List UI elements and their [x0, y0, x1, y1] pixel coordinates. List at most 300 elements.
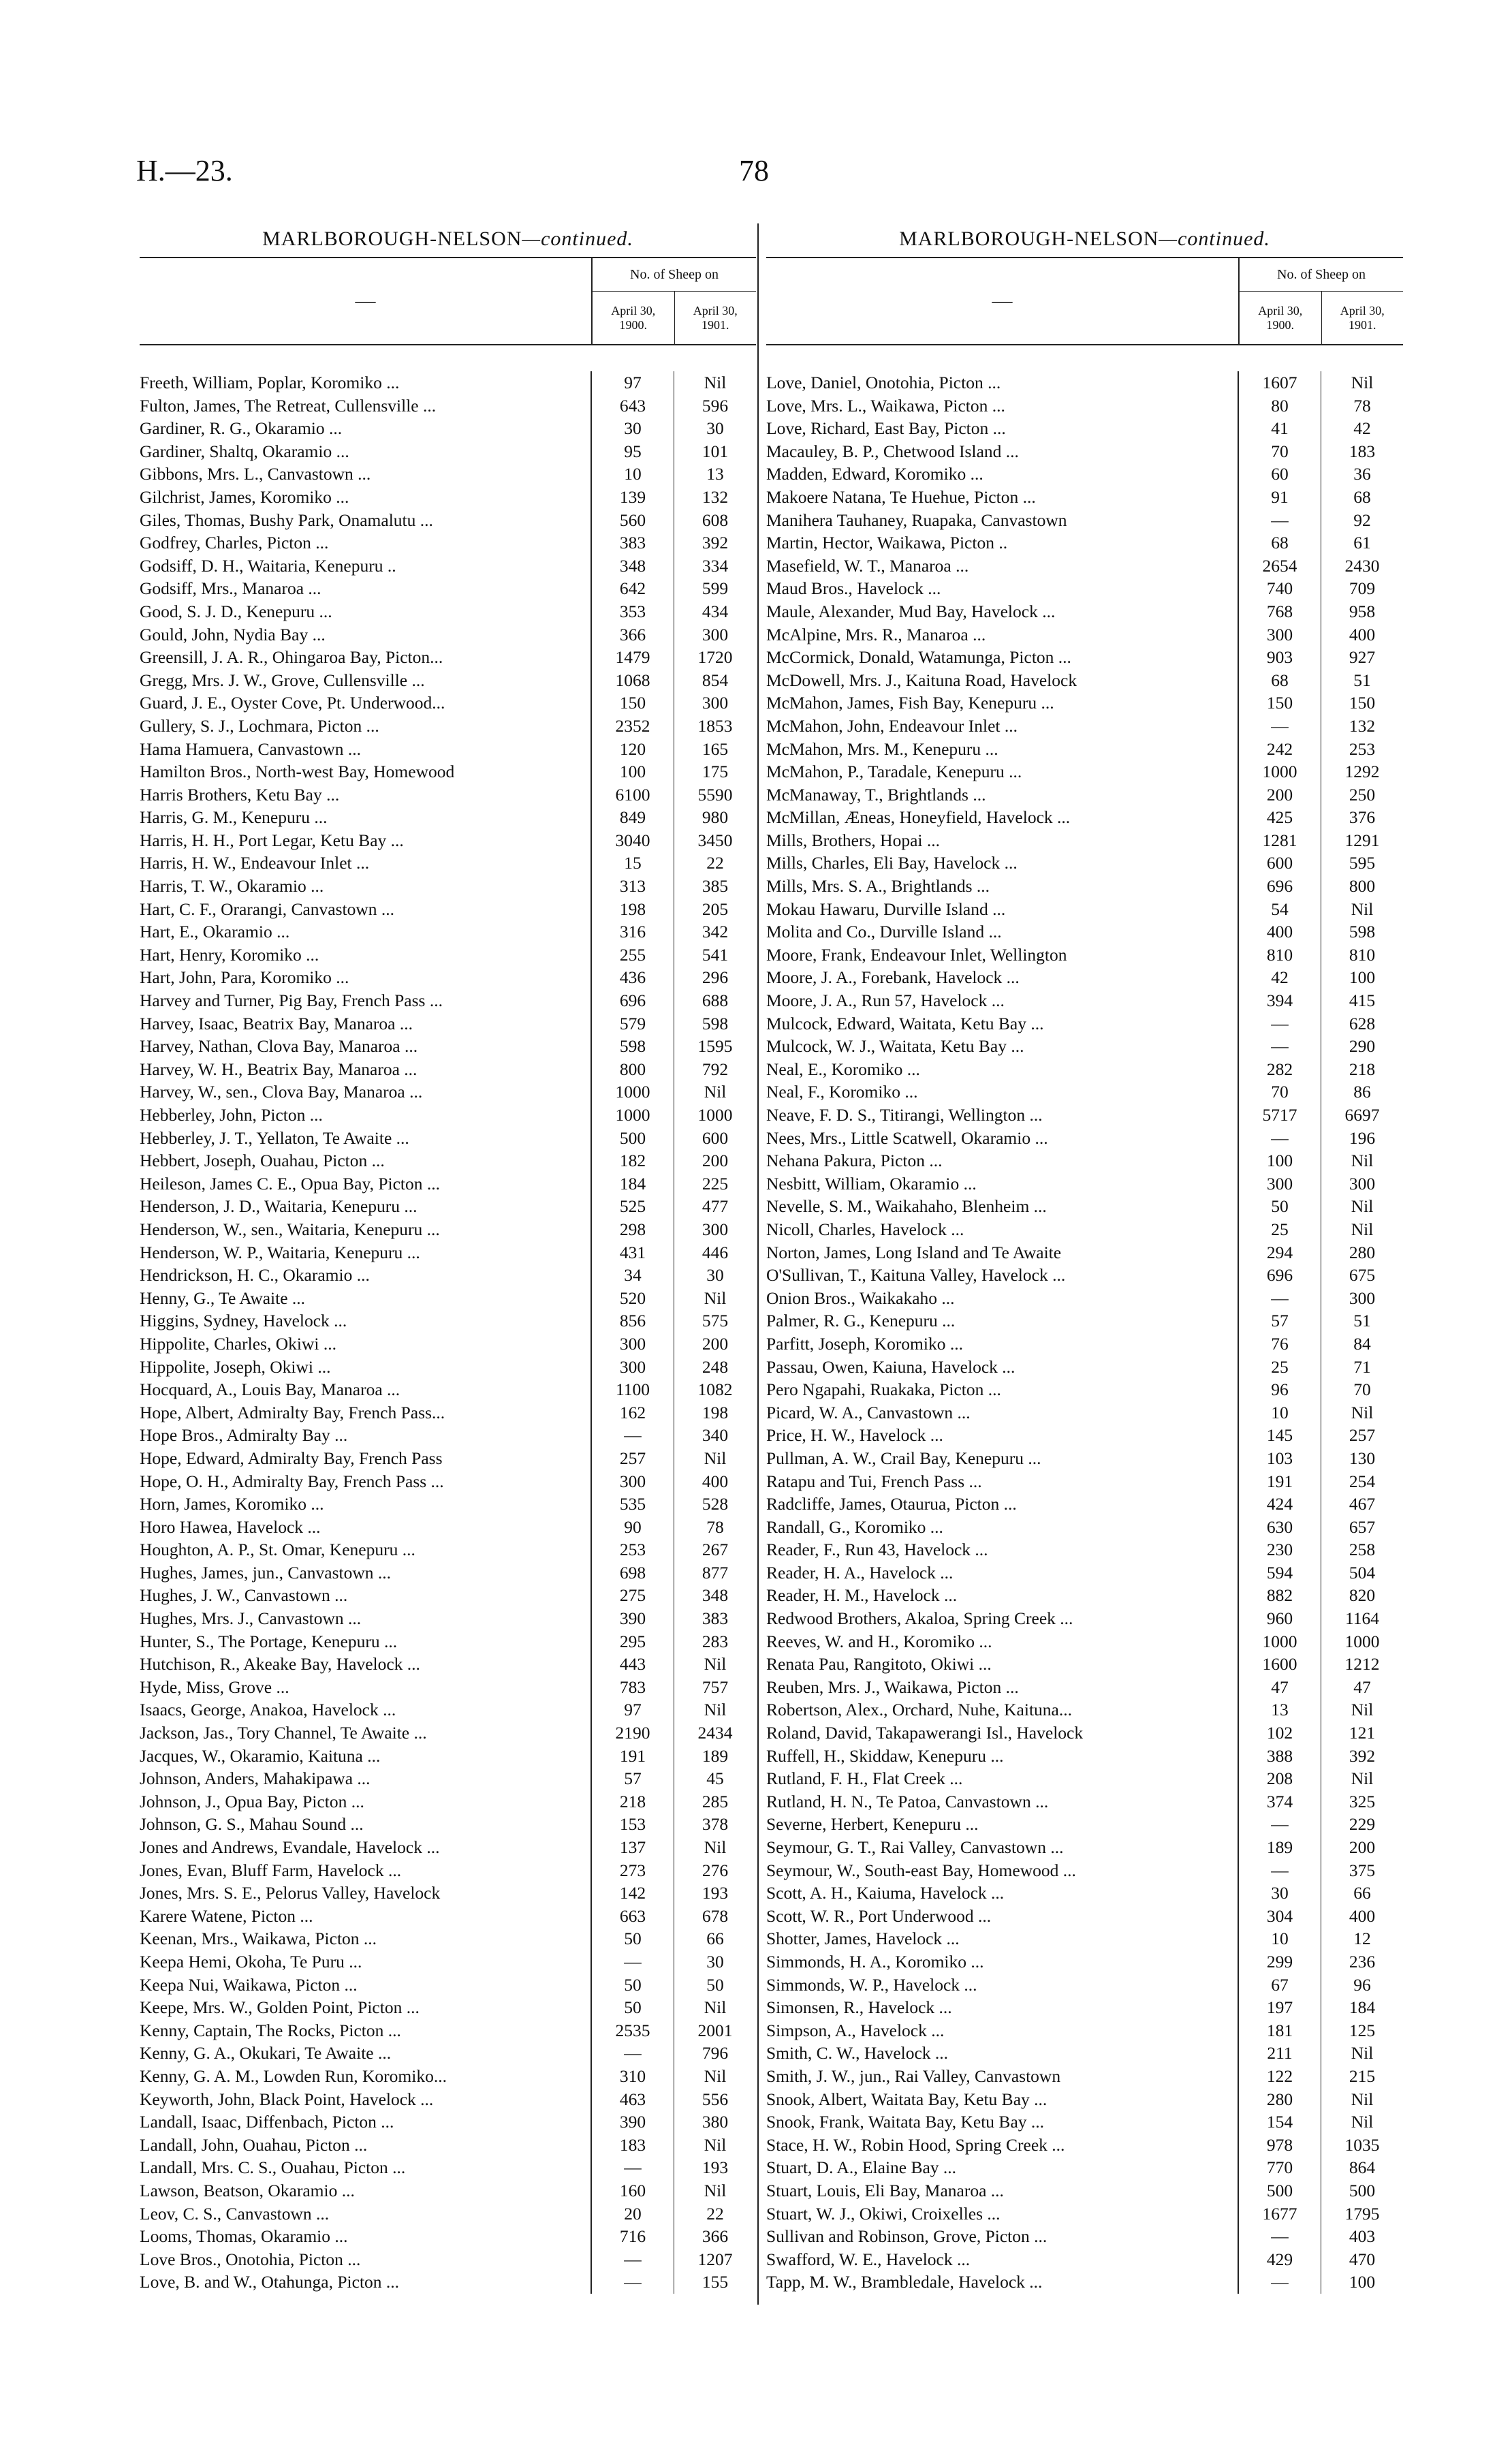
table-row — [140, 1493, 756, 1516]
sheep-1900-cell: 800 — [590, 1058, 674, 1081]
sheep-1901-cell: 296 — [674, 966, 756, 989]
section-title-text: MARLBOROUGH-NELSON — [899, 228, 1159, 250]
table-row — [140, 691, 756, 715]
sheep-1900-cell: 1479 — [590, 646, 674, 669]
sheep-1900-cell: 100 — [1238, 1149, 1321, 1172]
table-row — [140, 920, 756, 944]
sheep-1901-cell: 276 — [674, 1859, 756, 1882]
sheep-1901-cell: 796 — [674, 2042, 756, 2065]
header-year-1901: April 30, 1901. — [674, 292, 757, 344]
sheep-1900-cell: 696 — [1238, 1264, 1321, 1287]
sheep-1901-cell: 598 — [1321, 920, 1403, 944]
table-row — [140, 2088, 756, 2111]
table-row — [140, 1584, 756, 1607]
sheep-1900-cell: 181 — [1238, 2019, 1321, 2042]
table-row — [140, 1538, 756, 1561]
sheep-1900-cell: 280 — [1238, 2088, 1321, 2111]
sheep-1900-cell: 15 — [590, 852, 674, 875]
table-row — [766, 1927, 1403, 1950]
sheep-1900-cell: 20 — [590, 2202, 674, 2226]
sheep-1901-cell: Nil — [1321, 2110, 1403, 2134]
sheep-1901-cell: 184 — [1321, 1996, 1403, 2019]
table-row — [140, 1149, 756, 1172]
owner-name-cell: Henderson, W., sen., Waitaria, Kenepuru ... — [140, 1219, 440, 1239]
table-row — [766, 691, 1403, 715]
sheep-1901-cell: 200 — [674, 1149, 756, 1172]
owner-name-cell: Reader, H. M., Havelock ... — [766, 1585, 958, 1606]
sheep-1901-cell: Nil — [1321, 371, 1403, 394]
sheep-1901-cell: 477 — [674, 1195, 756, 1218]
sheep-1900-cell: 598 — [590, 1035, 674, 1058]
sheep-1901-cell: 1000 — [674, 1104, 756, 1127]
table-row — [766, 2271, 1403, 2294]
sheep-1900-cell: 1600 — [1238, 1653, 1321, 1676]
sheep-1901-cell: 280 — [1321, 1241, 1403, 1264]
sheep-1900-cell: 2535 — [590, 2019, 674, 2042]
sheep-1901-cell: 1291 — [1321, 829, 1403, 852]
sheep-1900-cell: 208 — [1238, 1767, 1321, 1790]
owner-name-cell: Reader, F., Run 43, Havelock ... — [766, 1540, 988, 1560]
table-row — [140, 875, 756, 898]
sheep-1900-cell: 696 — [590, 989, 674, 1012]
sheep-1901-cell: 125 — [1321, 2019, 1403, 2042]
sheep-1901-cell: 47 — [1321, 1676, 1403, 1699]
sheep-1901-cell: 257 — [1321, 1424, 1403, 1447]
table-row — [140, 1447, 756, 1470]
sheep-1901-cell: 198 — [674, 1401, 756, 1424]
sheep-1901-cell: 130 — [1321, 1447, 1403, 1470]
table-row — [766, 1035, 1403, 1058]
owner-name-cell: Leov, C. S., Canvastown ... — [140, 2203, 330, 2224]
sheep-1900-cell: 882 — [1238, 1584, 1321, 1607]
owner-name-cell: Tapp, M. W., Brambledale, Havelock ... — [766, 2272, 1043, 2292]
owner-name-cell: Nees, Mrs., Little Scatwell, Okaramio ... — [766, 1127, 1048, 1148]
table-row — [140, 555, 756, 578]
sheep-1900-cell: — — [590, 2042, 674, 2065]
sheep-1901-cell: Nil — [1321, 1767, 1403, 1790]
header-blank-cell: — — [355, 290, 376, 312]
table-row — [140, 669, 756, 692]
sheep-1900-cell: 903 — [1238, 646, 1321, 669]
sheep-1900-cell: 139 — [590, 486, 674, 509]
header-years — [593, 292, 756, 344]
table-row — [766, 1859, 1403, 1882]
owner-name-cell: Love Bros., Onotohia, Picton ... — [140, 2249, 361, 2269]
sheep-1901-cell: 200 — [674, 1333, 756, 1356]
owner-name-cell: Renata Pau, Rangitoto, Okiwi ... — [766, 1654, 992, 1674]
table-row — [766, 509, 1403, 532]
owner-name-cell: Looms, Thomas, Okaramio ... — [140, 2226, 348, 2247]
sheep-1901-cell: 300 — [674, 1218, 756, 1241]
owner-name-cell: Hughes, Mrs. J., Canvastown ... — [140, 1608, 362, 1629]
owner-name-cell: Harris, G. M., Kenepuru ... — [140, 807, 328, 828]
owner-name-cell: Reader, H. A., Havelock ... — [766, 1562, 954, 1583]
sheep-1901-cell: 267 — [674, 1538, 756, 1561]
sheep-1901-cell: Nil — [674, 1447, 756, 1470]
sheep-1900-cell: 160 — [590, 2179, 674, 2202]
table-row — [766, 1676, 1403, 1699]
sheep-1901-cell: 193 — [674, 1882, 756, 1905]
sheep-1901-cell: 283 — [674, 1630, 756, 1653]
sheep-1900-cell: 520 — [590, 1287, 674, 1310]
sheep-1900-cell: 500 — [1238, 2179, 1321, 2202]
sheep-1900-cell: 1068 — [590, 669, 674, 692]
owner-name-cell: Neave, F. D. S., Titirangi, Wellington ... — [766, 1105, 1043, 1125]
header-year-1900: April 30, 1900. — [611, 303, 656, 332]
sheep-1901-cell: 348 — [674, 1584, 756, 1607]
sheep-1900-cell: 366 — [590, 623, 674, 646]
sheep-1901-cell: Nil — [1321, 1401, 1403, 1424]
table-row — [140, 463, 756, 486]
owner-name-cell: Keenan, Mrs., Waikawa, Picton ... — [140, 1929, 377, 1949]
sheep-1900-cell: 34 — [590, 1264, 674, 1287]
sheep-1901-cell: 61 — [1321, 531, 1403, 555]
section-title-left — [140, 221, 756, 257]
owner-name-cell: Harris, H. W., Endeavour Inlet ... — [140, 853, 370, 873]
table-row — [766, 966, 1403, 989]
sheep-1901-cell: 258 — [1321, 1538, 1403, 1561]
sheep-1901-cell: 42 — [1321, 417, 1403, 440]
sheep-1900-cell: — — [1238, 509, 1321, 532]
table-row — [140, 2110, 756, 2134]
owner-name-cell: Parfitt, Joseph, Koromiko ... — [766, 1333, 963, 1354]
sheep-1901-cell: 400 — [1321, 623, 1403, 646]
owner-name-cell: Mokau Hawaru, Durville Island ... — [766, 899, 1006, 919]
owner-name-cell: Stuart, D. A., Elaine Bay ... — [766, 2157, 957, 2178]
sheep-1901-cell: 1795 — [1321, 2202, 1403, 2226]
owner-name-cell: Harvey, Nathan, Clova Bay, Manaroa ... — [140, 1036, 418, 1057]
table-row — [766, 1195, 1403, 1218]
page-identifier: H.—23. — [136, 154, 233, 187]
sheep-1900-cell: 41 — [1238, 417, 1321, 440]
table-row — [140, 2271, 756, 2294]
sheep-1900-cell: 424 — [1238, 1493, 1321, 1516]
owner-name-cell: McMahon, Mrs. M., Kenepuru ... — [766, 738, 998, 759]
owner-name-cell: McMahon, John, Endeavour Inlet ... — [766, 715, 1018, 736]
owner-name-cell: Mulcock, Edward, Waitata, Ketu Bay ... — [766, 1013, 1044, 1033]
sheep-1900-cell: 197 — [1238, 1996, 1321, 2019]
sheep-1901-cell: 51 — [1321, 1309, 1403, 1333]
owner-name-cell: Gardiner, Shaltq, Okaramio ... — [140, 441, 349, 461]
table-row — [766, 531, 1403, 555]
table-row — [766, 394, 1403, 418]
table-header-left — [140, 257, 756, 345]
table-row — [140, 1080, 756, 1104]
table-row — [140, 1333, 756, 1356]
table-row — [140, 1996, 756, 2019]
sheep-1900-cell: 663 — [590, 1905, 674, 1928]
sheep-1900-cell: 579 — [590, 1012, 674, 1035]
owner-name-cell: Mills, Charles, Eli Bay, Havelock ... — [766, 853, 1018, 873]
header-sheep-group — [1238, 258, 1403, 344]
sheep-1900-cell: 525 — [590, 1195, 674, 1218]
owner-name-cell: McMahon, James, Fish Bay, Kenepuru ... — [766, 693, 1054, 713]
sheep-1901-cell: 380 — [674, 2110, 756, 2134]
sheep-1901-cell: 334 — [674, 555, 756, 578]
table-row — [766, 417, 1403, 440]
sheep-1900-cell: 25 — [1238, 1218, 1321, 1241]
sheep-1900-cell: — — [1238, 715, 1321, 738]
sheep-1900-cell: — — [1238, 1287, 1321, 1310]
sheep-1901-cell: Nil — [1321, 2042, 1403, 2065]
sheep-1900-cell: 70 — [1238, 1080, 1321, 1104]
table-row — [766, 1149, 1403, 1172]
table-row — [766, 2042, 1403, 2065]
sheep-1901-cell: 415 — [1321, 989, 1403, 1012]
table-row — [140, 1813, 756, 1836]
owner-name-cell: Nehana Pakura, Picton ... — [766, 1151, 943, 1171]
sheep-1900-cell: 67 — [1238, 1974, 1321, 1997]
sheep-1900-cell: 300 — [590, 1333, 674, 1356]
sheep-1900-cell: — — [1238, 2225, 1321, 2248]
owner-name-cell: Snook, Frank, Waitata Bay, Ketu Bay ... — [766, 2112, 1045, 2132]
table-row — [766, 1241, 1403, 1264]
owner-name-cell: Harvey and Turner, Pig Bay, French Pass ... — [140, 991, 443, 1011]
owner-name-cell: Hebbert, Joseph, Ouahau, Picton ... — [140, 1151, 385, 1171]
table-row — [140, 2179, 756, 2202]
header-years — [1240, 292, 1403, 344]
sheep-1901-cell: 1292 — [1321, 760, 1403, 783]
owner-name-cell: McMillan, Æneas, Honeyfield, Havelock ... — [766, 807, 1071, 828]
sheep-1901-cell: 225 — [674, 1172, 756, 1196]
table-row — [766, 898, 1403, 921]
table-row — [140, 1836, 756, 1859]
owner-name-cell: Simmonds, H. A., Koromiko ... — [766, 1951, 984, 1972]
table-row — [140, 989, 756, 1012]
table-row — [140, 1653, 756, 1676]
table-row — [766, 1538, 1403, 1561]
sheep-1901-cell: 927 — [1321, 646, 1403, 669]
sheep-1901-cell: 183 — [1321, 440, 1403, 463]
sheep-1900-cell: 90 — [590, 1516, 674, 1539]
sheep-1900-cell: 76 — [1238, 1333, 1321, 1356]
sheep-1900-cell: 50 — [590, 1974, 674, 1997]
sheep-1901-cell: 800 — [1321, 875, 1403, 898]
owner-name-cell: Neal, F., Koromiko ... — [766, 1082, 918, 1102]
owner-name-cell: Macauley, B. P., Chetwood Island ... — [766, 441, 1019, 461]
owner-name-cell: Hutchison, R., Akeake Bay, Havelock ... — [140, 1654, 420, 1674]
sheep-1900-cell: 230 — [1238, 1538, 1321, 1561]
table-row — [140, 2019, 756, 2042]
owner-name-cell: Simonsen, R., Havelock ... — [766, 1997, 952, 2018]
table-row — [766, 1882, 1403, 1905]
table-row — [766, 486, 1403, 509]
owner-name-cell: Henderson, W. P., Waitaria, Kenepuru ... — [140, 1242, 420, 1262]
sheep-1901-cell: 688 — [674, 989, 756, 1012]
sheep-1900-cell: 431 — [590, 1241, 674, 1264]
sheep-1901-cell: Nil — [1321, 2088, 1403, 2111]
sheep-1901-cell: 236 — [1321, 1950, 1403, 1974]
sheep-1901-cell: 657 — [1321, 1516, 1403, 1539]
sheep-1900-cell: — — [590, 1424, 674, 1447]
owner-name-cell: Madden, Edward, Koromiko ... — [766, 464, 983, 484]
sheep-1900-cell: 390 — [590, 1607, 674, 1630]
sheep-1901-cell: 71 — [1321, 1356, 1403, 1379]
sheep-1901-cell: 5590 — [674, 783, 756, 807]
sheep-1901-cell: 300 — [1321, 1287, 1403, 1310]
sheep-1901-cell: Nil — [1321, 898, 1403, 921]
sheep-1901-cell: 598 — [674, 1012, 756, 1035]
sheep-1900-cell: 2352 — [590, 715, 674, 738]
sheep-1901-cell: 375 — [1321, 1859, 1403, 1882]
sheep-1900-cell: 374 — [1238, 1790, 1321, 1813]
sheep-1901-cell: 6697 — [1321, 1104, 1403, 1127]
table-row — [140, 852, 756, 875]
sheep-1901-cell: 600 — [674, 1127, 756, 1150]
sheep-1901-cell: 254 — [1321, 1470, 1403, 1493]
sheep-1901-cell: 877 — [674, 1561, 756, 1585]
table-row — [140, 1905, 756, 1928]
sheep-1901-cell: Nil — [674, 1653, 756, 1676]
header-year-1900: April 30, 1900. — [1258, 303, 1303, 332]
owner-name-cell: Hyde, Miss, Grove ... — [140, 1677, 289, 1697]
table-body-left — [140, 345, 756, 2294]
table-row — [766, 669, 1403, 692]
sheep-1901-cell: 132 — [1321, 715, 1403, 738]
owner-name-cell: Godfrey, Charles, Picton ... — [140, 533, 329, 553]
sheep-1900-cell: 300 — [1238, 623, 1321, 646]
owner-name-cell: Scott, W. R., Port Underwood ... — [766, 1905, 992, 1926]
sheep-1900-cell: 630 — [1238, 1516, 1321, 1539]
table-row — [140, 1356, 756, 1379]
table-row — [766, 2110, 1403, 2134]
sheep-1900-cell: 183 — [590, 2134, 674, 2157]
sheep-1900-cell: 295 — [590, 1630, 674, 1653]
table-row — [140, 646, 756, 669]
owner-name-cell: Gregg, Mrs. J. W., Grove, Cullensville ... — [140, 670, 425, 690]
owner-name-cell: Hughes, James, jun., Canvastown ... — [140, 1562, 392, 1583]
table-row — [766, 1378, 1403, 1401]
owner-name-cell: Hart, E., Okaramio ... — [140, 922, 290, 942]
table-row — [766, 1401, 1403, 1424]
sheep-1901-cell: Nil — [1321, 1195, 1403, 1218]
sheep-1901-cell: 383 — [674, 1607, 756, 1630]
sheep-1900-cell: 97 — [590, 1698, 674, 1721]
sheep-1901-cell: 392 — [674, 531, 756, 555]
table-row — [766, 1836, 1403, 1859]
owner-name-cell: Harvey, W. H., Beatrix Bay, Manaroa ... — [140, 1059, 418, 1079]
sheep-1901-cell: Nil — [674, 1080, 756, 1104]
sheep-1900-cell: 353 — [590, 600, 674, 623]
table-row — [766, 1905, 1403, 1928]
owner-name-cell: Hope, Albert, Admiralty Bay, French Pass... — [140, 1402, 445, 1422]
left-column — [140, 221, 756, 2294]
table-row — [140, 1790, 756, 1813]
section-title-right — [766, 221, 1403, 257]
sheep-1901-cell: 608 — [674, 509, 756, 532]
sheep-1901-cell: 628 — [1321, 1012, 1403, 1035]
owner-name-cell: Harris Brothers, Ketu Bay ... — [140, 784, 340, 805]
sheep-1900-cell: 1100 — [590, 1378, 674, 1401]
sheep-1900-cell: 5717 — [1238, 1104, 1321, 1127]
sheep-1900-cell: 242 — [1238, 738, 1321, 761]
table-row — [766, 783, 1403, 807]
table-row — [140, 1172, 756, 1196]
table-row — [766, 2225, 1403, 2248]
table-row — [766, 875, 1403, 898]
owner-name-cell: Palmer, R. G., Kenepuru ... — [766, 1311, 956, 1331]
sheep-1900-cell: 145 — [1238, 1424, 1321, 1447]
owner-name-cell: Masefield, W. T., Manaroa ... — [766, 555, 969, 576]
sheep-1901-cell: 366 — [674, 2225, 756, 2248]
sheep-1900-cell: 97 — [590, 371, 674, 394]
table-row — [140, 806, 756, 829]
owner-name-cell: Onion Bros., Waikakaho ... — [766, 1288, 955, 1308]
sheep-1901-cell: 980 — [674, 806, 756, 829]
sheep-1900-cell: 182 — [590, 1149, 674, 1172]
sheep-1900-cell: 390 — [590, 2110, 674, 2134]
sheep-1901-cell: 2001 — [674, 2019, 756, 2042]
owner-name-cell: Guard, J. E., Oyster Cove, Pt. Underwood... — [140, 693, 445, 713]
sheep-1901-cell: 1853 — [674, 715, 756, 738]
sheep-1900-cell: 1677 — [1238, 2202, 1321, 2226]
owner-name-cell: Nevelle, S. M., Waikahaho, Blenheim ... — [766, 1196, 1047, 1217]
owner-name-cell: Giles, Thomas, Bushy Park, Onamalutu ... — [140, 510, 433, 530]
table-row — [766, 1309, 1403, 1333]
table-header-right — [766, 257, 1403, 345]
sheep-1901-cell: 596 — [674, 394, 756, 418]
owner-name-cell: Randall, G., Koromiko ... — [766, 1516, 943, 1537]
right-column — [766, 221, 1403, 2294]
sheep-1901-cell: 400 — [1321, 1905, 1403, 1928]
sheep-1900-cell: 273 — [590, 1859, 674, 1882]
table-row — [140, 1561, 756, 1585]
owner-name-cell: Horn, James, Koromiko ... — [140, 1494, 324, 1514]
table-row — [140, 486, 756, 509]
table-row — [766, 623, 1403, 646]
sheep-1901-cell: 2434 — [674, 1721, 756, 1745]
sheep-1900-cell: 47 — [1238, 1676, 1321, 1699]
owner-name-cell: Henderson, J. D., Waitaria, Kenepuru ... — [140, 1196, 418, 1217]
owner-name-cell: Keepe, Mrs. W., Golden Point, Picton ... — [140, 1997, 420, 2018]
owner-name-cell: Hebberley, J. T., Yellaton, Te Awaite ... — [140, 1127, 409, 1148]
owner-name-cell: Nicoll, Charles, Havelock ... — [766, 1219, 964, 1239]
sheep-1901-cell: Nil — [1321, 1698, 1403, 1721]
sheep-1901-cell: 378 — [674, 1813, 756, 1836]
owner-name-cell: McDowell, Mrs. J., Kaituna Road, Havelock — [766, 670, 1077, 690]
sheep-1901-cell: 757 — [674, 1676, 756, 1699]
owner-name-cell: Houghton, A. P., St. Omar, Kenepuru ... — [140, 1540, 415, 1560]
sheep-1901-cell: 193 — [674, 2156, 756, 2179]
sheep-1900-cell: 30 — [590, 417, 674, 440]
sheep-1900-cell: — — [1238, 1127, 1321, 1150]
owner-name-cell: McManaway, T., Brightlands ... — [766, 784, 986, 805]
sheep-1901-cell: 340 — [674, 1424, 756, 1447]
sheep-1901-cell: Nil — [674, 1996, 756, 2019]
sheep-1901-cell: 96 — [1321, 1974, 1403, 1997]
owner-name-cell: McAlpine, Mrs. R., Manaroa ... — [766, 624, 986, 644]
table-row — [766, 920, 1403, 944]
section-title-suffix: —continued. — [522, 228, 633, 250]
sheep-1900-cell: 50 — [590, 1927, 674, 1950]
sheep-1900-cell: 740 — [1238, 577, 1321, 600]
owner-name-cell: Landall, Mrs. C. S., Ouahau, Picton ... — [140, 2157, 406, 2178]
sheep-1900-cell: 6100 — [590, 783, 674, 807]
owner-name-cell: Makoere Natana, Te Huehue, Picton ... — [766, 486, 1036, 507]
table-row — [140, 1264, 756, 1287]
owner-name-cell: Maule, Alexander, Mud Bay, Havelock ... — [766, 601, 1056, 621]
table-row — [140, 1195, 756, 1218]
header-sheep-group — [591, 258, 756, 344]
owner-name-cell: Snook, Albert, Waitata Bay, Ketu Bay ... — [766, 2089, 1048, 2109]
table-row — [766, 1058, 1403, 1081]
owner-name-cell: Seymour, W., South-east Bay, Homewood ... — [766, 1860, 1076, 1880]
table-row — [766, 463, 1403, 486]
table-row — [140, 1745, 756, 1768]
sheep-1900-cell: 191 — [1238, 1470, 1321, 1493]
sheep-1901-cell: Nil — [674, 2134, 756, 2157]
owner-name-cell: Mills, Brothers, Hopai ... — [766, 830, 940, 850]
